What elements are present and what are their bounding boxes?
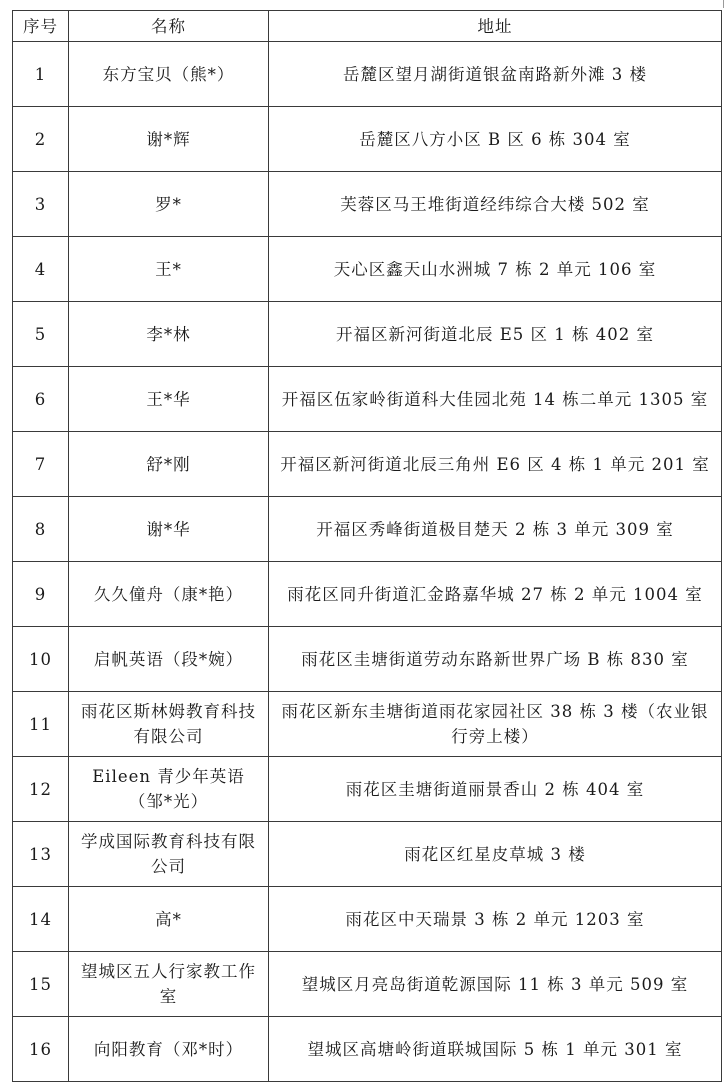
cell-address: 开福区伍家岭街道科大佳园北苑 14 栋二单元 1305 室 <box>269 367 722 432</box>
cell-name: 启帆英语（段*婉） <box>69 627 269 692</box>
cell-name: 望城区五人行家教工作室 <box>69 952 269 1017</box>
cell-address: 芙蓉区马王堆街道经纬综合大楼 502 室 <box>269 172 722 237</box>
table-row <box>13 627 722 692</box>
table-row <box>13 692 722 757</box>
cell-address: 雨花区圭塘街道劳动东路新世界广场 B 栋 830 室 <box>269 627 722 692</box>
cell-no: 12 <box>13 757 69 822</box>
cell-name: 向阳教育（邓*时） <box>69 1017 269 1082</box>
cell-address: 雨花区同升街道汇金路嘉华城 27 栋 2 单元 1004 室 <box>269 562 722 627</box>
cell-no: 8 <box>13 497 69 562</box>
cell-address: 雨花区新东圭塘街道雨花家园社区 38 栋 3 楼（农业银行旁上楼） <box>269 692 722 757</box>
cell-no: 3 <box>13 172 69 237</box>
cell-name: 谢*华 <box>69 497 269 562</box>
cell-name: 李*林 <box>69 302 269 367</box>
cell-address: 雨花区圭塘街道丽景香山 2 栋 404 室 <box>269 757 722 822</box>
cell-address: 天心区鑫天山水洲城 7 栋 2 单元 106 室 <box>269 237 722 302</box>
header-no: 序号 <box>13 11 69 42</box>
cell-name: 久久僮舟（康*艳） <box>69 562 269 627</box>
cell-no: 14 <box>13 887 69 952</box>
cell-address: 开福区新河街道北辰 E5 区 1 栋 402 室 <box>269 302 722 367</box>
cell-name: 罗* <box>69 172 269 237</box>
cell-no: 2 <box>13 107 69 172</box>
cell-address: 雨花区中天瑞景 3 栋 2 单元 1203 室 <box>269 887 722 952</box>
cell-name: 谢*辉 <box>69 107 269 172</box>
cell-no: 5 <box>13 302 69 367</box>
table-row <box>13 432 722 497</box>
table-header-row <box>13 11 722 42</box>
cell-no: 10 <box>13 627 69 692</box>
cell-no: 1 <box>13 42 69 107</box>
cell-name: 雨花区斯林姆教育科技有限公司 <box>69 692 269 757</box>
cell-address: 望城区高塘岭街道联城国际 5 栋 1 单元 301 室 <box>269 1017 722 1082</box>
table-row <box>13 302 722 367</box>
cell-no: 4 <box>13 237 69 302</box>
cell-name: 王* <box>69 237 269 302</box>
table-row <box>13 1017 722 1082</box>
header-name: 名称 <box>69 11 269 42</box>
table-row <box>13 562 722 627</box>
table-row <box>13 172 722 237</box>
table-row <box>13 367 722 432</box>
table-row <box>13 42 722 107</box>
table-row <box>13 757 722 822</box>
cell-address: 岳麓区八方小区 B 区 6 栋 304 室 <box>269 107 722 172</box>
cell-name: 高* <box>69 887 269 952</box>
table-row <box>13 107 722 172</box>
table-row <box>13 952 722 1017</box>
cell-name: 东方宝贝（熊*） <box>69 42 269 107</box>
cell-no: 11 <box>13 692 69 757</box>
institution-address-table <box>12 10 722 1082</box>
header-address: 地址 <box>269 11 722 42</box>
cell-no: 13 <box>13 822 69 887</box>
cell-name: 舒*刚 <box>69 432 269 497</box>
cell-no: 16 <box>13 1017 69 1082</box>
cell-name: Eileen 青少年英语（邹*光） <box>69 757 269 822</box>
cell-address: 开福区新河街道北辰三角州 E6 区 4 栋 1 单元 201 室 <box>269 432 722 497</box>
cell-no: 15 <box>13 952 69 1017</box>
table-row <box>13 497 722 562</box>
table-row <box>13 887 722 952</box>
cell-address: 开福区秀峰街道极目楚天 2 栋 3 单元 309 室 <box>269 497 722 562</box>
cell-address: 望城区月亮岛街道乾源国际 11 栋 3 单元 509 室 <box>269 952 722 1017</box>
cell-name: 学成国际教育科技有限公司 <box>69 822 269 887</box>
cell-no: 9 <box>13 562 69 627</box>
page-corner-mark <box>693 0 724 8</box>
table-row <box>13 822 722 887</box>
cell-address: 雨花区红星皮草城 3 楼 <box>269 822 722 887</box>
cell-name: 王*华 <box>69 367 269 432</box>
cell-no: 7 <box>13 432 69 497</box>
cell-no: 6 <box>13 367 69 432</box>
cell-address: 岳麓区望月湖街道银盆南路新外滩 3 楼 <box>269 42 722 107</box>
table-row <box>13 237 722 302</box>
